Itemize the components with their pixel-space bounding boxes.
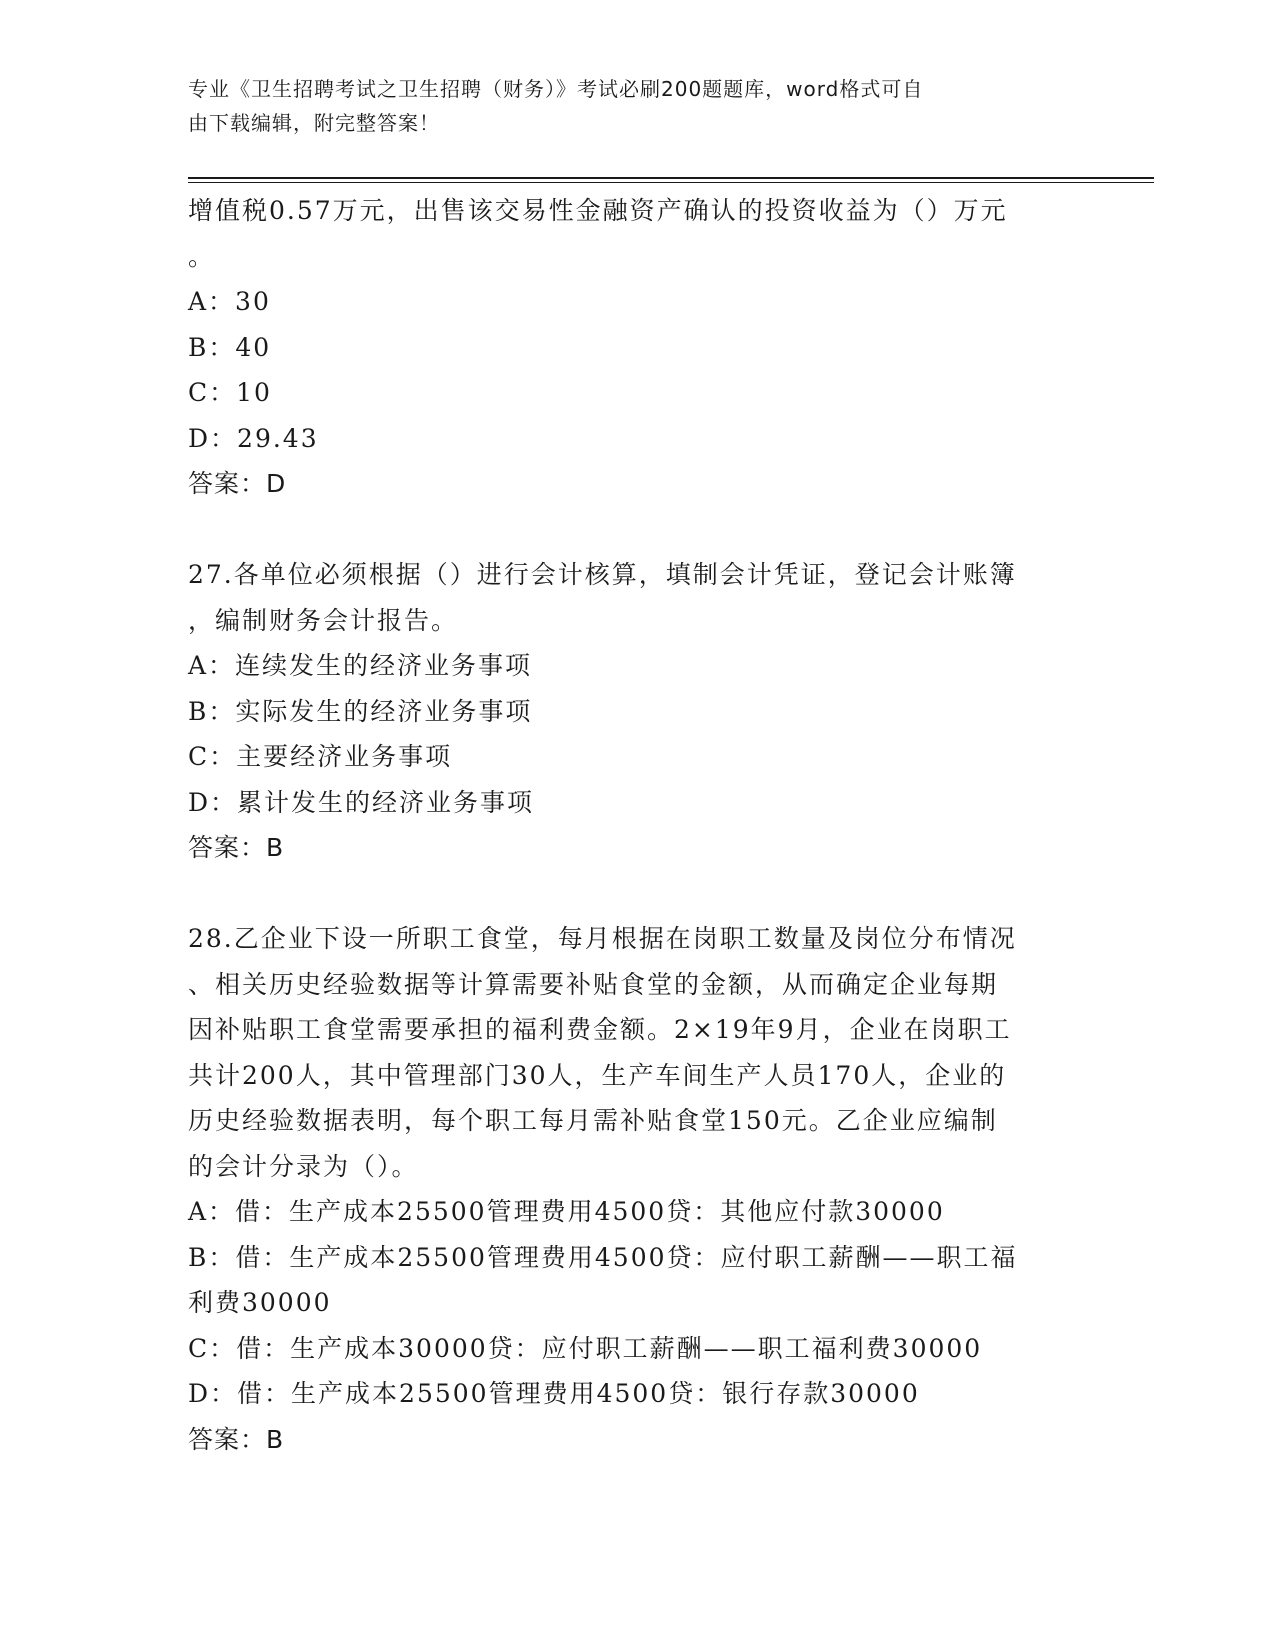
- question-stem-line: 增值税0.57万元，出售该交易性金融资产确认的投资收益为（）万元: [188, 196, 1008, 225]
- question-28: [188, 916, 1088, 1462]
- question-stem-line: 27.各单位必须根据（）进行会计核算，填制会计凭证，登记会计账簿: [188, 560, 1017, 589]
- option-c: C：借：生产成本30000贷：应付职工薪酬——职工福利费30000: [188, 1333, 983, 1363]
- header-rule-thick: [188, 177, 1154, 179]
- question-stem-line: 的会计分录为（）。: [188, 1151, 419, 1181]
- question-stem-line: 历史经验数据表明，每个职工每月需补贴食堂150元。乙企业应编制: [188, 1106, 998, 1135]
- spacer: [188, 507, 1088, 553]
- question-stem-line: 共计200人，其中管理部门30人，生产车间生产人员170人，企业的: [188, 1060, 1007, 1090]
- option-a: A：30: [188, 287, 271, 316]
- option-c: C：主要经济业务事项: [188, 742, 453, 771]
- question-27: [188, 552, 1088, 871]
- header-line-2: 由下载编辑，附完整答案！: [188, 111, 440, 135]
- question-stem-line: 28.乙企业下设一所职工食堂，每月根据在岗职工数量及岗位分布情况: [188, 924, 1017, 953]
- option-b-continued: 利费30000: [188, 1288, 332, 1317]
- document-header: [188, 72, 1068, 140]
- header-rule-thin: [188, 182, 1154, 183]
- answer-label: 答案：D: [188, 469, 287, 498]
- option-b: B：借：生产成本25500管理费用4500贷：应付职工薪酬——职工福: [188, 1242, 1018, 1272]
- question-content: [188, 188, 1088, 1462]
- answer-label: 答案：B: [188, 1424, 285, 1454]
- option-b: B：40: [188, 332, 272, 362]
- option-d: D：借：生产成本25500管理费用4500贷：银行存款30000: [188, 1379, 920, 1408]
- question-26: [188, 188, 1088, 507]
- option-d: D：累计发生的经济业务事项: [188, 787, 535, 817]
- option-c: C：10: [188, 378, 272, 407]
- header-line-1: 专业《卫生招聘考试之卫生招聘（财务）》考试必刷200题题库，word格式可自: [188, 77, 924, 101]
- answer-label: 答案：B: [188, 833, 285, 862]
- option-d: D：29.43: [188, 423, 319, 453]
- question-stem-line: 因补贴职工食堂需要承担的福利费金额。2×19年9月，企业在岗职工: [188, 1015, 1012, 1044]
- question-stem-line: 。: [188, 241, 216, 271]
- option-b: B：实际发生的经济业务事项: [188, 696, 533, 726]
- option-a: A：借：生产成本25500管理费用4500贷：其他应付款30000: [188, 1197, 945, 1226]
- question-stem-line: 、相关历史经验数据等计算需要补贴食堂的金额，从而确定企业每期: [188, 969, 999, 999]
- spacer: [188, 871, 1088, 917]
- option-a: A：连续发生的经济业务事项: [188, 651, 533, 680]
- question-stem-line: ，编制财务会计报告。: [188, 605, 459, 635]
